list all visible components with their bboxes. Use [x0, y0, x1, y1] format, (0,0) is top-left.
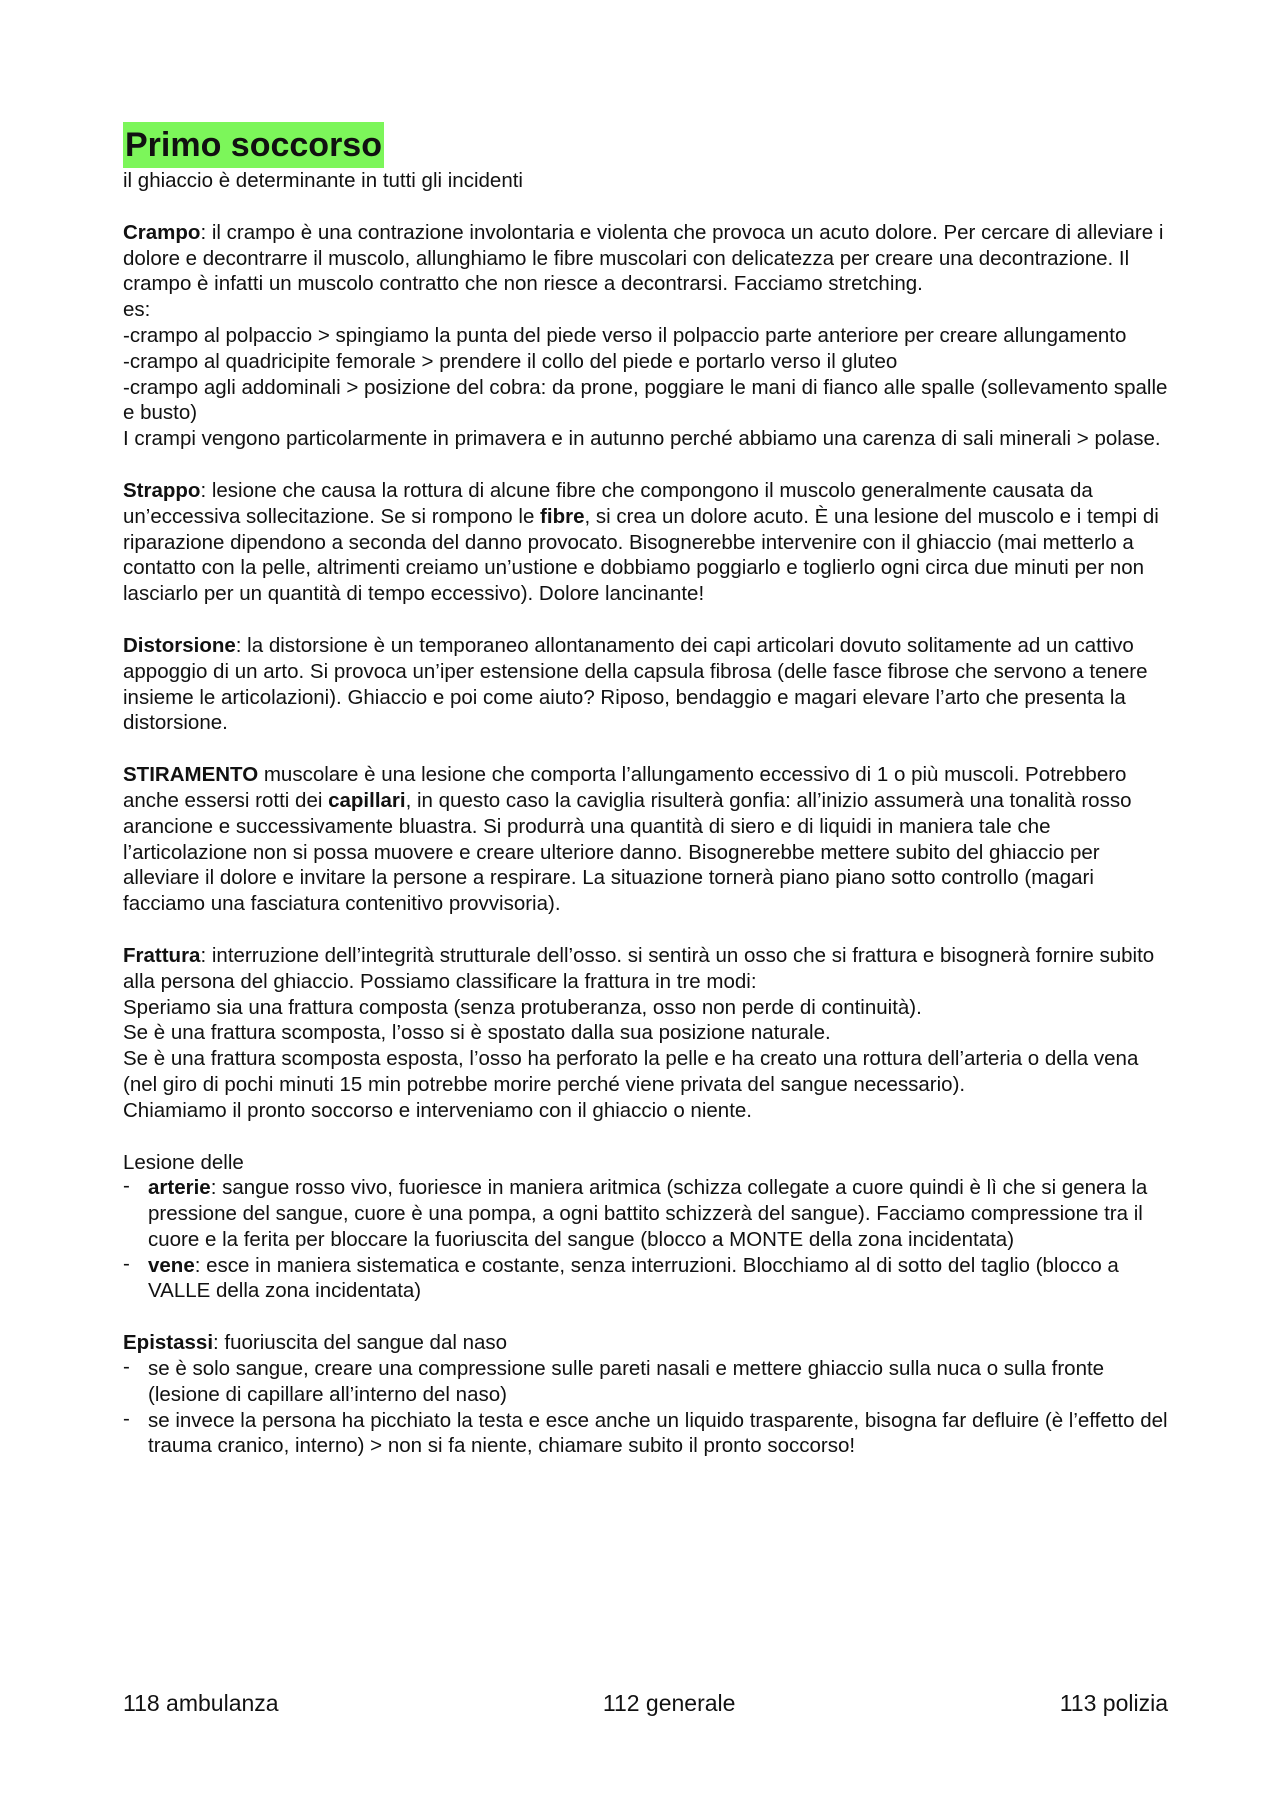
- term-frattura: Frattura: [123, 943, 201, 967]
- lesione-heading: Lesione delle: [123, 1150, 244, 1174]
- footer-polizia: 113 polizia: [1059, 1690, 1168, 1716]
- crampo-line: -crampo agli addominali > posizione del cobra: da prone, poggiare le mani di fianco alle spalle (sollevamento spalle e busto): [123, 375, 1168, 425]
- term-stiramento: STIRAMENTO: [123, 763, 259, 787]
- section-epistassi: Epistassi: fuoriuscita del sangue dal naso: [123, 1331, 508, 1355]
- term-distorsione: Distorsione: [123, 633, 236, 657]
- section-stiramento: STIRAMENTO muscolare è una lesione che comporta l’allungamento eccessivo di 1 o più muscoli. Potrebbero anche essersi rotti dei capillari, in questo caso la caviglia risulterà gonfia: all’inizio assumerà una tonalità rosso arancione e successivamente bluastra. Si produrrà una quantità di siero e di liquidi in maniera tale che l’articolazione non si possa muovere e creare ulteriore danno. Bisognerebbe mettere subito del ghiaccio per alleviare il dolore e invitare la persone a respirare. La situazione tornerà piano piano sotto controllo (magari facciamo una fasciatura contenitivo provvisoria).: [123, 763, 1132, 916]
- section-distorsione: Distorsione: la distorsione è un temporaneo allontanamento dei capi articolari dovuto solitamente ad un cattivo appoggio di un arto. Si provoca un’iper estensione della capsula fibrosa (delle fasce fibrose che servono a tenere insieme le articolazioni). Ghiaccio e poi come aiuto? Riposo, bendaggio e magari elevare l’arto che presenta la distorsione.: [123, 633, 1148, 735]
- term-epistassi: Epistassi: [123, 1331, 214, 1355]
- term-strappo: Strappo: [123, 478, 201, 502]
- crampo-line: -crampo al polpaccio > spingiamo la punta del piede verso il polpaccio parte anteriore per creare allungamento: [123, 323, 1127, 347]
- intro-text: il ghiaccio è determinante in tutti gli incidenti: [123, 169, 523, 192]
- lesione-list: [123, 1175, 1173, 1304]
- frattura-line: Speriamo sia una frattura composta (senza protuberanza, osso non perde di continuità).: [123, 995, 922, 1019]
- crampo-es: es:: [123, 298, 151, 322]
- list-item: - se invece la persona ha picchiato la testa e esce anche un liquido trasparente, bisogna far defluire (è l’effetto del trauma cranico, interno) > non si fa niente, chiamare subito il pronto soccorso!: [123, 1408, 1173, 1460]
- title-row: [123, 122, 1173, 168]
- frattura-line: Chiamiamo il pronto soccorso e interveniamo con il ghiaccio o niente.: [123, 1098, 752, 1122]
- crampo-line: -crampo al quadricipite femorale > prendere il collo del piede e portarlo verso il gluteo: [123, 349, 898, 373]
- list-item: - vene: esce in maniera sistematica e costante, senza interruzioni. Blocchiamo al di sotto del taglio (blocco a VALLE della zona incidentata): [123, 1253, 1173, 1305]
- section-crampo: Crampo: il crampo è una contrazione involontaria e violenta che provoca un acuto dolore. Per cercare di alleviare i dolore e decontrarre il muscolo, allunghiamo le fibre muscolari con delicatezza per creare una decontrazione. Il crampo è infatti un muscolo contratto che non riesce a decontrarsi. Facciamo stretching.: [123, 220, 1164, 296]
- list-item: - se è solo sangue, creare una compressione sulle pareti nasali e mettere ghiaccio sulla nuca o sulla fronte (lesione di capillare all’interno del naso): [123, 1356, 1173, 1408]
- frattura-line: Se è una frattura scomposta esposta, l’osso ha perforato la pelle e ha creato una rottura dell’arteria o della vena (nel giro di pochi minuti 15 min potrebbe morire perché viene privata del sangue necessario).: [123, 1047, 1139, 1096]
- section-frattura: Frattura: interruzione dell’integrità strutturale dell’osso. si sentirà un osso che si frattura e bisognerà fornire subito alla persona del ghiaccio. Possiamo classificare la frattura in tre modi:: [123, 943, 1155, 993]
- crampo-line: I crampi vengono particolarmente in primavera e in autunno perché abbiamo una carenza di sali minerali > polase.: [123, 427, 1161, 451]
- section-strappo: Strappo: lesione che causa la rottura di alcune fibre che compongono il muscolo generalmente causata da un’eccessiva sollecitazione. Se si rompono le fibre, si crea un dolore acuto. È una lesione del muscolo e i tempi di riparazione dipendono a seconda del danno provocato. Bisognerebbe intervenire con il ghiaccio (mai metterlo a contatto con la pelle, altrimenti creiamo un’ustione e dobbiamo poggiarlo e toglierlo ogni circa due minuti per non lasciarlo per un quantità di tempo eccessivo). Dolore lancinante!: [123, 478, 1159, 606]
- footer-numbers: [123, 1690, 1168, 1717]
- document-page: [123, 122, 1173, 1459]
- frattura-line: Se è una frattura scomposta, l’osso si è spostato dalla sua posizione naturale.: [123, 1021, 831, 1045]
- page-title: Primo soccorso: [123, 122, 384, 168]
- footer-ambulanza: 118 ambulanza: [123, 1690, 279, 1716]
- footer-generale: 112 generale: [602, 1690, 736, 1716]
- list-item: - arterie: sangue rosso vivo, fuoriesce in maniera aritmica (schizza collegate a cuore quindi è lì che si genera la pressione del sangue, cuore è una pompa, a ogni battito schizzerà del sangue). Facciamo compressione tra il cuore e la ferita per bloccare la fuoriuscita del sangue (blocco a MONTE della zona incidentata): [123, 1175, 1173, 1252]
- epistassi-list: [123, 1356, 1173, 1459]
- term-crampo: Crampo: [123, 220, 201, 244]
